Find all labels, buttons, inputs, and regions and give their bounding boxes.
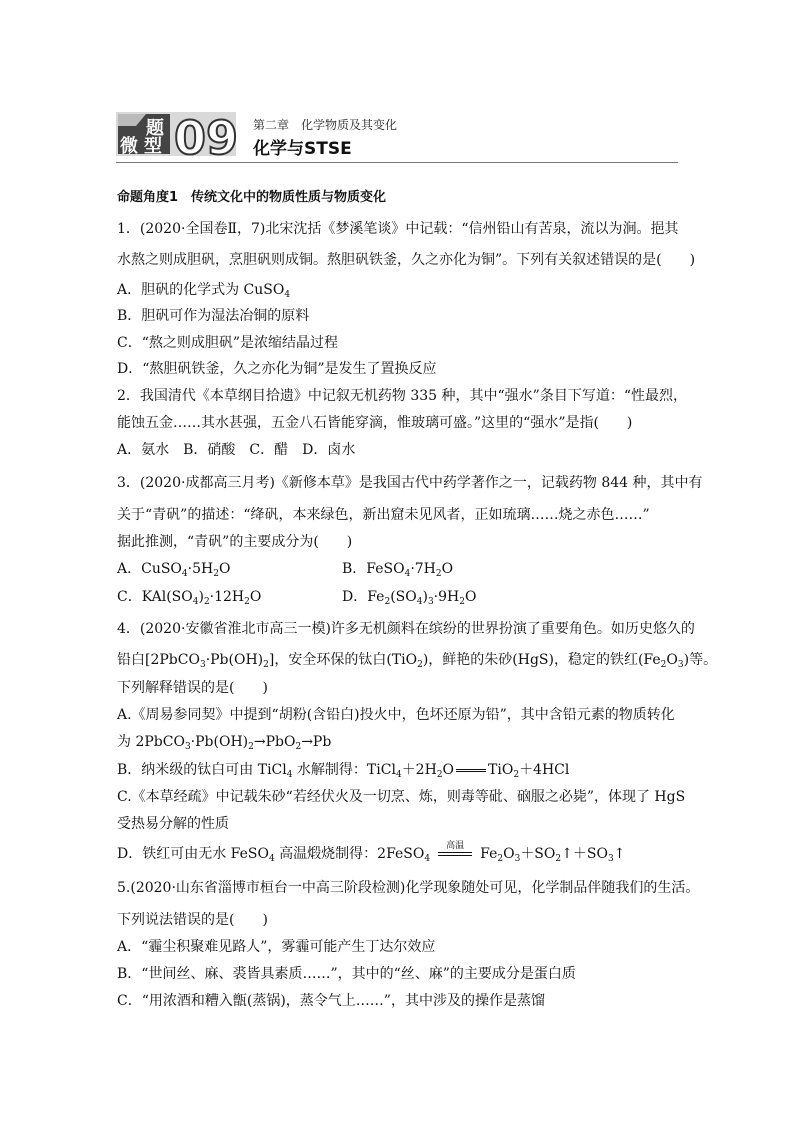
q5-stem-line2: 下列说法错误的是( ) [117, 912, 268, 928]
q4-option-c-line2: 受热易分解的性质 [117, 816, 229, 832]
logo-char-xing: 型 [144, 136, 162, 157]
equals-sign-icon [456, 769, 486, 772]
q2-options: A．氨水 B．硝酸 C．醋 D．卤水 [117, 442, 356, 458]
q4-stem-line3: 下列解释错误的是( ) [117, 680, 268, 696]
topic-title: 化学与STSE [253, 139, 352, 159]
logo-char-ti: 题 [146, 118, 164, 139]
chapter-header [116, 104, 678, 164]
q2-stem-line1: 2．我国清代《本草纲目拾遗》中记叙无机药物 335 种，其中“强水”条目下写道：“性最烈， [117, 388, 687, 404]
q3-stem-line3: 据此推测，“青矾”的主要成分为( ) [117, 534, 353, 550]
q3-option-b: B．$FeSO_4\cdot 7H_2O$ [342, 561, 454, 579]
q3-option-d: D．$Fe_2(SO_4)_3\cdot 9H_2O$ [342, 589, 477, 607]
q1-stem-line2: 水熬之则成胆矾，烹胆矾则成铜。熬胆矾铁釜，久之亦化为铜”。下列有关叙述错误的是( ) [117, 252, 696, 268]
q5-stem-line1: 5.(2020·山东省淄博市桓台一中高三阶段检测)化学现象随处可见，化学制品伴随我们的生活。 [117, 880, 700, 896]
q2-stem-line2: 能蚀五金……其水甚强，五金八石皆能穿滴，惟玻璃可盛。”这里的“强水”是指( ) [117, 415, 633, 431]
q1-option-b: B．胆矾可作为湿法冶铜的原料 [117, 308, 310, 324]
q4-stem-line1: 4．(2020·安徽省淮北市高三一模)许多无机颜料在缤纷的世界扮演了重要角色。如历史悠久的 [117, 621, 695, 637]
logo-number: 09 [174, 111, 239, 160]
logo-char-wei: 微 [120, 136, 138, 157]
q1-option-d: D．“熬胆矾铁釜，久之亦化为铜”是发生了置换反应 [117, 361, 437, 377]
topic-logo [116, 104, 242, 160]
q1-stem-line1: 1．(2020·全国卷Ⅱ，7)北宋沈括《梦溪笔谈》中记载：“信州铅山有苦泉，流以为涧。挹其 [117, 221, 679, 237]
chapter-title: 第二章 化学物质及其变化 [253, 118, 398, 132]
q1-option-a: A．胆矾的化学式为 CuSO$_4$ [117, 282, 291, 300]
section-heading: 命题角度1 传统文化中的物质性质与物质变化 [117, 190, 387, 205]
q5-option-a: A．“霾尘积聚难见路人”，雾霾可能产生丁达尔效应 [117, 939, 436, 955]
q4-option-a-line2: 为 $2PbCO_3\cdot Pb(OH)_2\to PbO_2\to Pb$ [117, 734, 332, 752]
q3-option-a: A．$CuSO_4\cdot 5H_2O$ [117, 561, 231, 579]
reaction-condition-arrow-icon: 高温 [438, 847, 472, 861]
q3-stem-line2: 关于“青矾”的描述：“绛矾，本来绿色，新出窟未见风者，正如琉璃……烧之赤色……” [117, 507, 650, 523]
q4-option-b: B．纳米级的钛白可由 TiCl$_4$ 水解制得：$TiCl_4+2H_2O$ TiO$_2$＋4HCl [117, 762, 570, 780]
q1-option-c: C．“熬之则成胆矾”是浓缩结晶过程 [117, 335, 339, 351]
q5-option-b: B．“世间丝、麻、裘皆具素质……”，其中的“丝、麻”的主要成分是蛋白质 [117, 966, 576, 982]
q4-stem-line2: 铅白$[2PbCO_3\cdot Pb(OH)_2]$，安全环保的钛白(TiO$_2$)，鲜艳的朱砂(HgS)，稳定的铁红$(Fe_2O_3)$等。 [117, 652, 718, 670]
q3-stem-line1: 3．(2020·成都高三月考)《新修本草》是我国古代中药学著作之一，记载药物 844 种，其中有 [117, 475, 703, 491]
q4-option-d: D．铁红可由无水 FeSO$_4$ 高温煅烧制得：2FeSO$_4$ 高温 $Fe_2O_3+SO_2↑+SO_3↑$ [117, 841, 626, 864]
header-divider [116, 162, 678, 163]
q4-option-c-line1: C.《本草经疏》中记载朱砂“若经伏火及一切烹、炼，则毒等砒、硇服之必毙”，体现了 HgS [117, 789, 686, 805]
q4-option-a-line1: A.《周易参同契》中提到“胡粉(含铅白)投火中，色坏还原为铅”，其中含铅元素的物质转化 [117, 707, 675, 723]
q3-option-c: C．$KAl(SO_4)_2\cdot 12H_2O$ [117, 589, 262, 607]
q5-option-c: C．“用浓酒和糟入甑(蒸锅)，蒸令气上……”，其中涉及的操作是蒸馏 [117, 993, 545, 1009]
